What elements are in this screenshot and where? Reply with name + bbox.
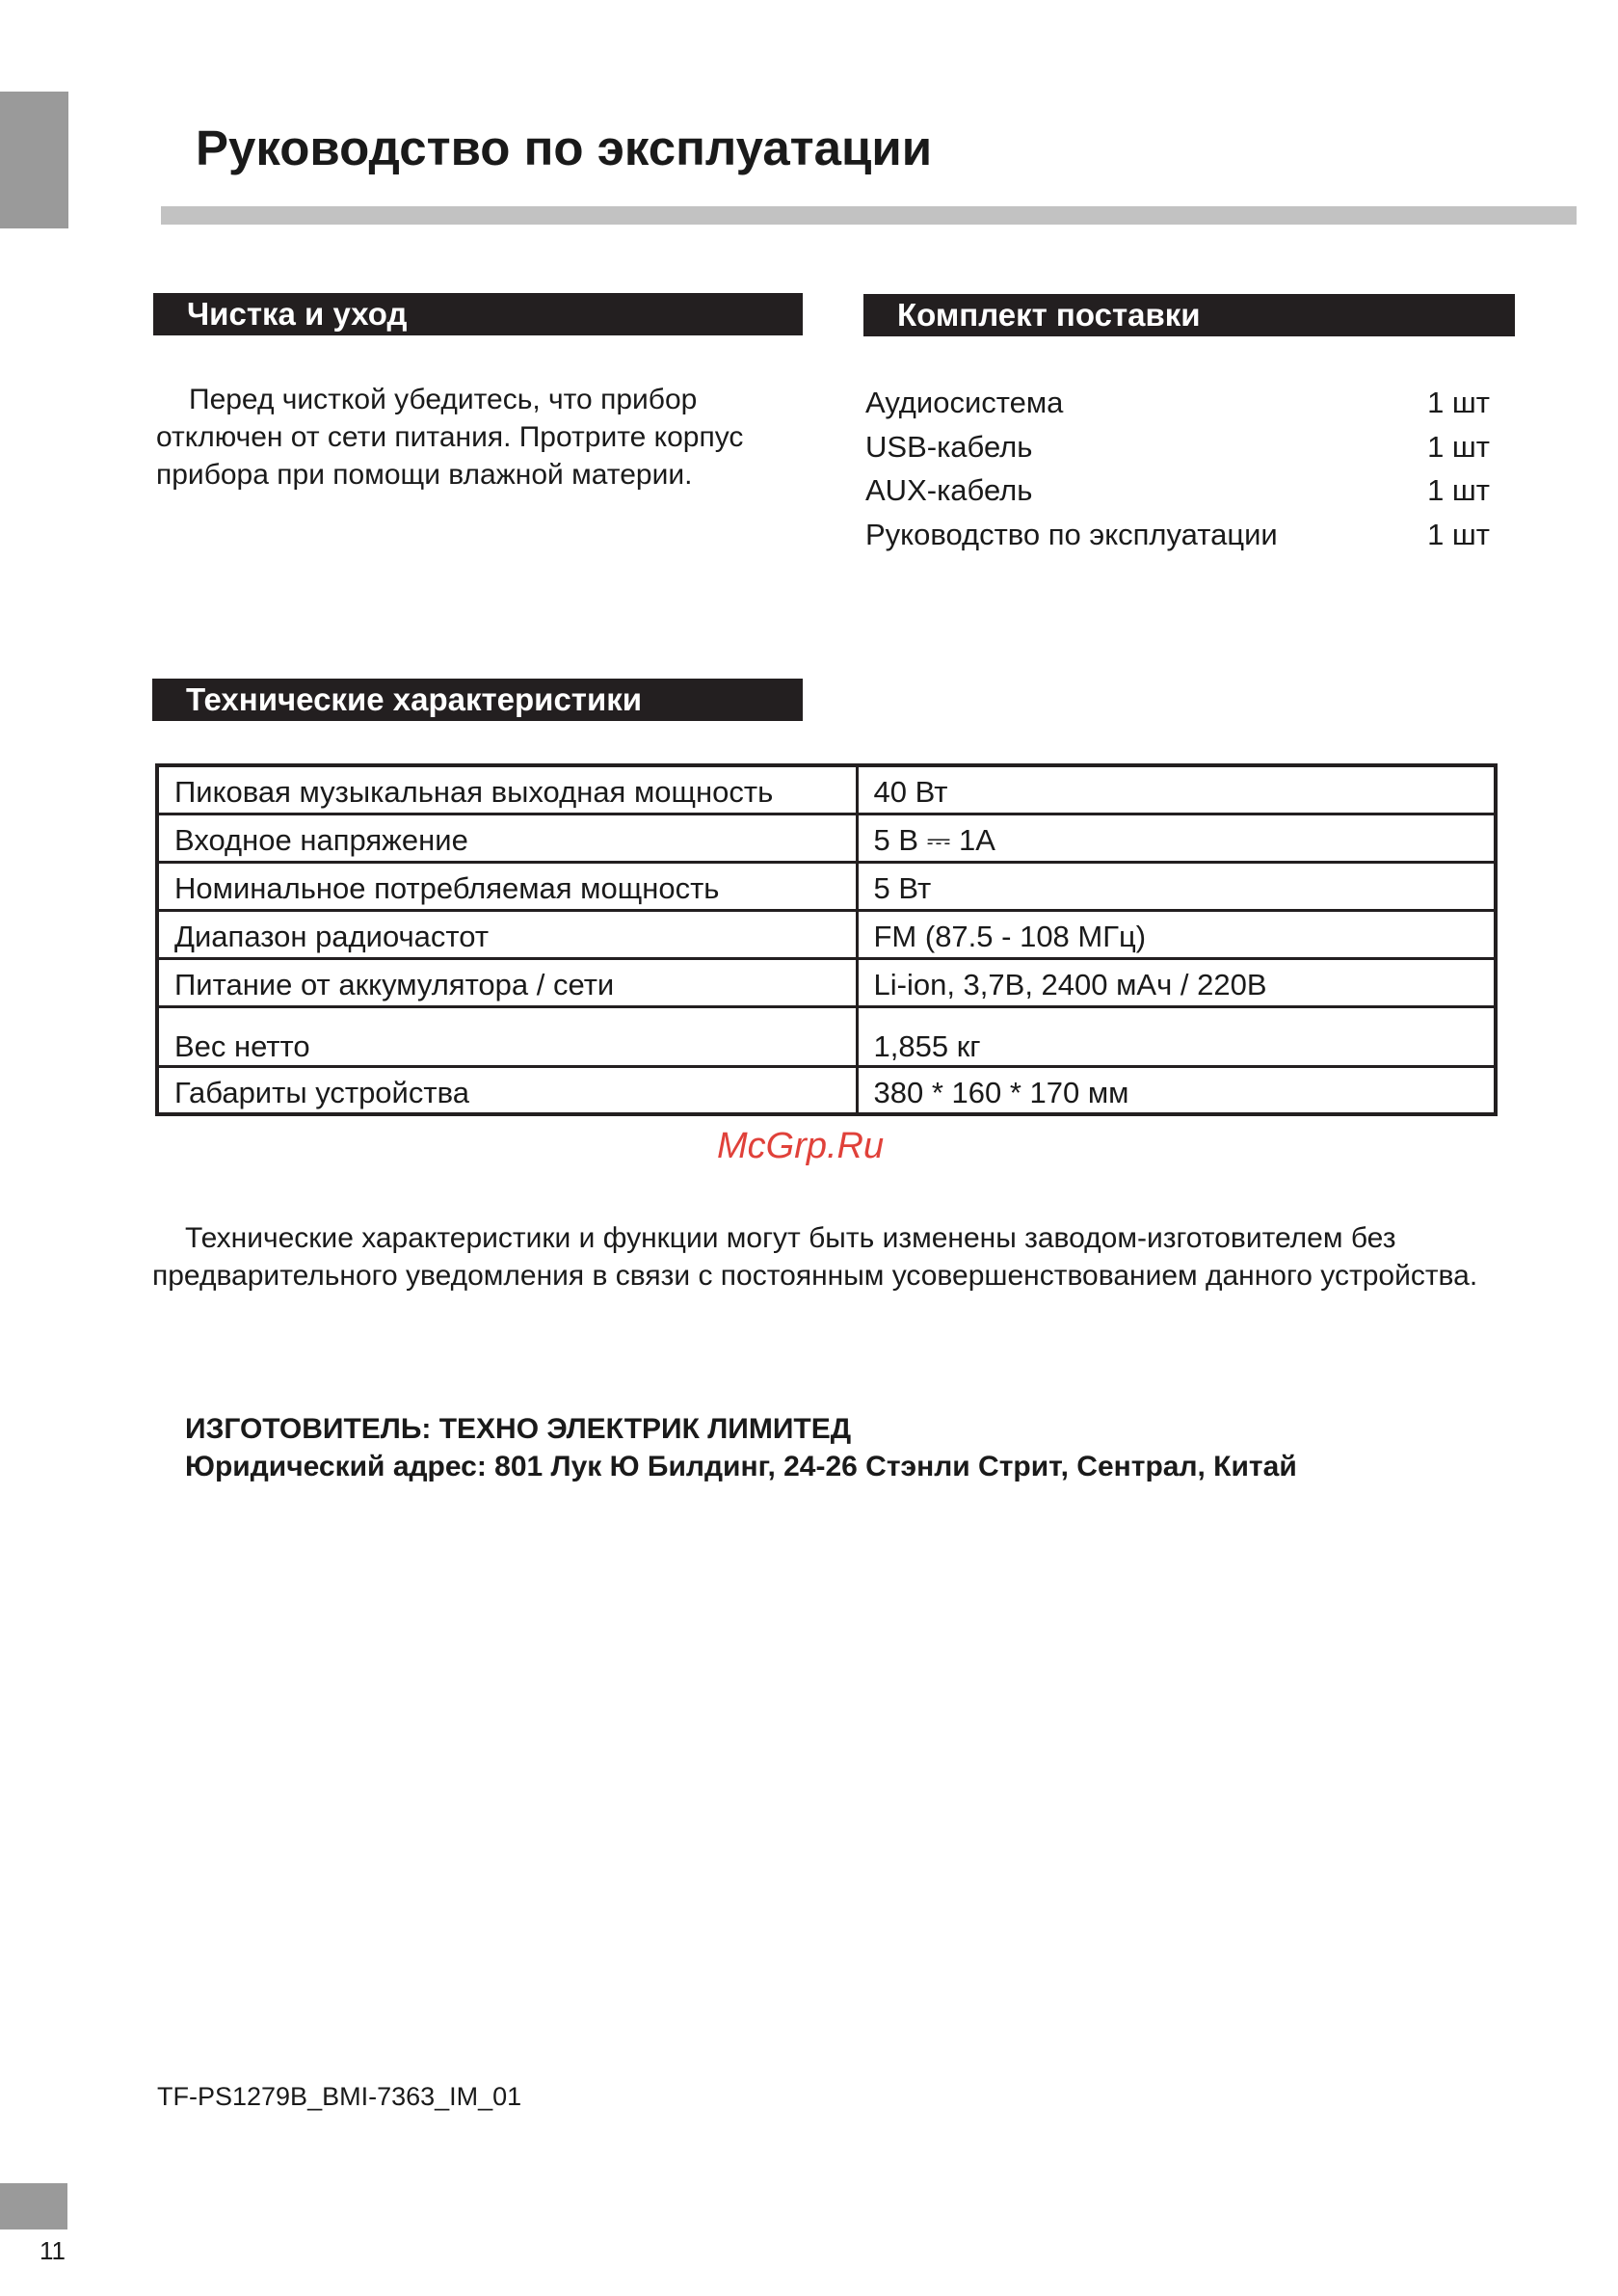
side-tab-bottom: [0, 2183, 67, 2229]
specs-table: [155, 763, 1498, 1116]
spec-param: Питание от аккумулятора / сети: [157, 958, 857, 1006]
table-row: [157, 814, 1496, 862]
spec-value: FM (87.5 - 108 МГц): [857, 910, 1496, 958]
manufacturer-name: ИЗГОТОВИТЕЛЬ: ТЕХНО ЭЛЕКТРИК ЛИМИТЕД: [185, 1413, 852, 1445]
kit-item-qty: 1 шт: [1427, 429, 1490, 464]
watermark: McGrp.Ru: [717, 1126, 885, 1166]
spec-value: Li-ion, 3,7В, 2400 мАч / 220В: [857, 958, 1496, 1006]
spec-param: Габариты устройства: [157, 1066, 857, 1114]
cleaning-instructions: Перед чисткой убедитесь, что прибор отключен от сети питания. Протрите корпус прибора при помощи влажной материи.: [156, 384, 744, 491]
kit-item-name: USB-кабель: [865, 429, 1033, 464]
spec-value: 5 Вт: [857, 862, 1496, 910]
spec-value: 1,855 кг: [857, 1006, 1496, 1066]
spec-value: 5 В ⎓ 1А: [857, 814, 1496, 862]
document-code: TF-PS1279B_BMI-7363_IM_01: [157, 2082, 522, 2111]
manufacturer-address: Юридический адрес: 801 Лук Ю Билдинг, 24-26 Стэнли Стрит, Сентрал, Китай: [185, 1451, 1297, 1482]
spec-value: 40 Вт: [857, 765, 1496, 814]
kit-item: [865, 381, 1490, 425]
spec-param: Входное напряжение: [157, 814, 857, 862]
table-row: [157, 1066, 1496, 1114]
cleaning-section-heading: Чистка и уход: [153, 293, 803, 335]
kit-item: [865, 468, 1490, 513]
page-title: Руководство по эксплуатации: [196, 120, 933, 175]
page-number: 11: [40, 2236, 66, 2265]
spec-value: 380 * 160 * 170 мм: [857, 1066, 1496, 1114]
kit-item: [865, 513, 1490, 557]
spec-param: Диапазон радиочастот: [157, 910, 857, 958]
kit-item-qty: 1 шт: [1427, 517, 1490, 551]
table-row: [157, 1006, 1496, 1066]
table-row: [157, 958, 1496, 1006]
kit-item-qty: 1 шт: [1427, 386, 1490, 419]
table-row: [157, 862, 1496, 910]
title-divider: [161, 206, 1577, 225]
kit-item-qty: 1 шт: [1427, 473, 1490, 507]
manufacturer-info: [185, 1410, 1297, 1485]
kit-item-name: AUX-кабель: [865, 473, 1033, 507]
kit-list: [865, 381, 1490, 556]
kit-item: [865, 425, 1490, 469]
kit-section-heading: Комплект поставки: [863, 294, 1515, 336]
spec-param: Номинальное потребляемая мощность: [157, 862, 857, 910]
spec-param: Вес нетто: [157, 1006, 857, 1066]
kit-item-name: Аудиосистема: [865, 386, 1064, 419]
kit-item-name: Руководство по эксплуатации: [865, 517, 1278, 551]
side-tab-top: [0, 92, 68, 228]
specs-section-heading: Технические характеристики: [152, 679, 803, 721]
table-row: [157, 765, 1496, 814]
disclaimer-text: Технические характеристики и функции могут быть изменены заводом-изготовителем без предварительного уведомления в связи с постоянным усовершенствованием данного устройства.: [152, 1222, 1478, 1292]
spec-param: Пиковая музыкальная выходная мощность: [157, 765, 857, 814]
table-row: [157, 910, 1496, 958]
